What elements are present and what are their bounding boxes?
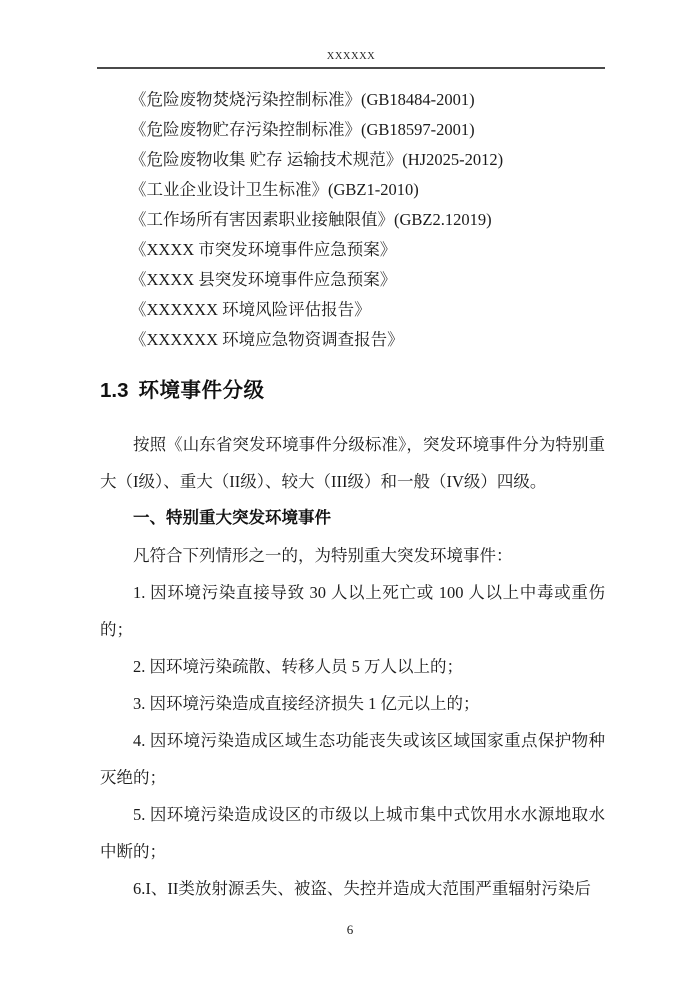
reference-item: 《危险废物收集 贮存 运输技术规范》(HJ2025-2012)	[130, 150, 504, 169]
list-item: 5. 因环境污染造成设区的市级以上城市集中式饮用水水源地取水中断的；	[100, 805, 605, 861]
page-content	[100, 85, 605, 907]
list-item: 2. 因环境污染疏散、转移人员 5 万人以上的；	[133, 657, 463, 676]
reference-item: 《XXXX 市突发环境事件应急预案》	[130, 240, 397, 259]
section-intro-paragraph: 按照《山东省突发环境事件分级标准》，突发环境事件分为特别重大（I级）、重大（II级）、较大（III级）和一般（IV级）四级。	[100, 435, 605, 491]
list-item: 6.I、II类放射源丢失、被盗、失控并造成大范围严重辐射污染后	[133, 879, 591, 898]
page-header	[97, 0, 605, 69]
reference-item: 《工业企业设计卫生标准》(GBZ1-2010)	[130, 180, 419, 199]
reference-list	[100, 85, 605, 355]
section-heading	[100, 377, 605, 404]
reference-item: 《危险废物贮存污染控制标准》(GB18597-2001)	[130, 120, 475, 139]
reference-item: 《XXXXXX 环境应急物资调查报告》	[130, 330, 404, 349]
list-item: 4. 因环境污染造成区域生态功能丧失或该区域国家重点保护物种灭绝的；	[100, 731, 605, 787]
page-number: 6	[346, 922, 354, 937]
subsection-heading: 一、特别重大突发环境事件	[133, 509, 331, 527]
reference-item: 《XXXXXX 环境风险评估报告》	[130, 300, 371, 319]
header-title: XXXXXX	[326, 51, 376, 62]
reference-item: 《XXXX 县突发环境事件应急预案》	[130, 270, 397, 289]
section-title: 环境事件分级	[138, 379, 265, 402]
reference-item: 《工作场所有害因素职业接触限值》(GBZ2.12019)	[130, 210, 492, 229]
section-body	[100, 426, 605, 907]
list-item: 1. 因环境污染直接导致 30 人以上死亡或 100 人以上中毒或重伤的；	[100, 583, 605, 639]
section-number: 1.3	[100, 379, 129, 402]
subsection-lead: 凡符合下列情形之一的，为特别重大突发环境事件：	[133, 546, 513, 565]
list-item: 3. 因环境污染造成直接经济损失 1 亿元以上的；	[133, 694, 480, 713]
reference-item: 《危险废物焚烧污染控制标准》(GB18484-2001)	[130, 90, 475, 109]
